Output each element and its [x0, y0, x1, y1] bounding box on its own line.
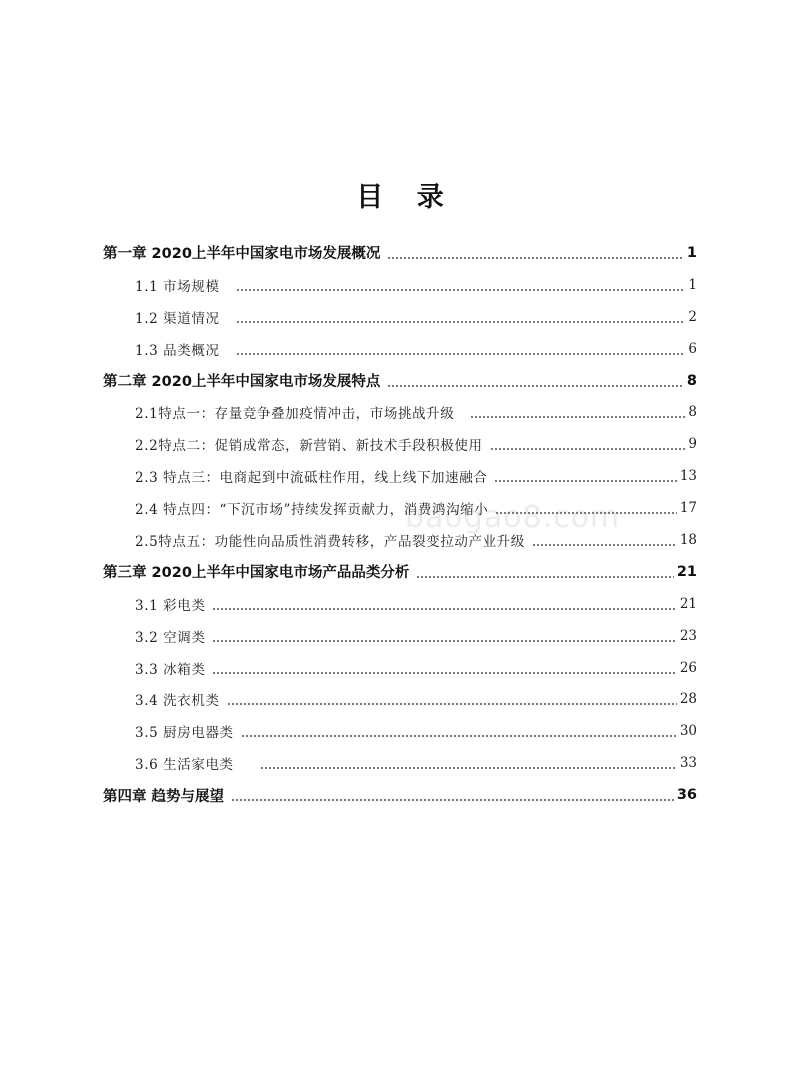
dot-leader	[212, 639, 676, 643]
toc-entry-label: 3.6 生活家电类	[135, 757, 234, 774]
dot-leader	[387, 256, 684, 260]
toc-entry-page: 2	[688, 308, 697, 325]
toc-entry-section-1-3	[103, 333, 697, 365]
toc-entry-page: 1	[688, 276, 697, 293]
dot-leader	[495, 511, 676, 515]
toc-entry-section-2-3	[103, 460, 697, 492]
toc-entry-section-2-2	[103, 428, 697, 460]
dot-leader	[212, 607, 676, 611]
dot-leader	[416, 575, 673, 579]
toc-entry-page: 6	[688, 340, 697, 357]
toc-entry-label: 1.2 渠道情况	[135, 310, 220, 327]
toc-entry-label: 3.4 洗衣机类	[135, 693, 220, 710]
toc-entry-label: 2.2特点二：促销成常态，新营销、新技术手段积极使用	[135, 438, 483, 455]
toc-entry-label: 2.5特点五：功能性向品质性消费转移，产品裂变拉动产业升级	[135, 533, 525, 550]
toc-entry-section-2-5	[103, 524, 697, 556]
toc-entry-section-2-4	[103, 492, 697, 524]
toc-entry-label: 3.5 厨房电器类	[135, 725, 234, 742]
dot-leader	[532, 543, 677, 547]
toc-entry-page: 21	[676, 563, 697, 580]
dot-leader	[494, 479, 676, 483]
toc-entry-label: 第三章 2020上半年中国家电市场产品品类分析	[103, 565, 410, 582]
dot-leader	[241, 734, 677, 738]
dot-leader	[387, 384, 684, 388]
toc-entry-label: 第四章 趋势与展望	[103, 788, 225, 805]
dot-leader	[231, 798, 674, 802]
toc-entry-label: 第二章 2020上半年中国家电市场发展特点	[103, 374, 381, 390]
toc-entry-page: 21	[679, 595, 697, 612]
toc-entry-page: 17	[679, 500, 697, 517]
toc-entry-label: 第一章 2020上半年中国家电市场发展概况	[103, 246, 381, 263]
toc-entry-page: 9	[688, 436, 697, 453]
toc-entry-label: 1.1 市场规模	[135, 278, 220, 295]
toc-entry-page: 33	[679, 755, 697, 772]
toc-entry-page: 30	[679, 723, 697, 740]
table-of-contents	[103, 237, 697, 811]
toc-entry-page: 26	[679, 659, 697, 676]
dot-leader	[212, 671, 676, 675]
toc-entry-section-3-2	[103, 620, 697, 652]
toc-entry-section-3-3	[103, 652, 697, 684]
toc-entry-chapter-2	[103, 365, 697, 397]
toc-entry-page: 28	[679, 691, 697, 708]
toc-entry-page: 18	[679, 531, 697, 548]
toc-entry-chapter-4	[103, 779, 697, 811]
toc-entry-label: 2.1特点一：存量竞争叠加疫情冲击，市场挑战升级	[135, 406, 455, 423]
toc-entry-label: 3.3 冰箱类	[135, 661, 206, 678]
toc-entry-label: 1.3 品类概况	[135, 342, 220, 359]
toc-entry-label: 3.1 彩电类	[135, 597, 206, 614]
toc-entry-page: 1	[686, 244, 697, 261]
watermark: baogao8.com	[405, 500, 621, 535]
toc-entry-section-3-4	[103, 683, 697, 715]
toc-entry-label: 3.2 空调类	[135, 629, 206, 646]
dot-leader	[236, 320, 686, 324]
toc-entry-label: 2.3 特点三：电商起到中流砥柱作用，线上线下加速融合	[135, 470, 488, 487]
toc-entry-section-3-6	[103, 747, 697, 779]
dot-leader	[227, 702, 677, 706]
toc-entry-page: 8	[686, 372, 697, 389]
dot-leader	[260, 766, 677, 770]
toc-entry-page: 8	[688, 404, 697, 421]
page-title: 目 录	[356, 182, 444, 213]
dot-leader	[236, 288, 686, 292]
dot-leader	[236, 352, 686, 356]
toc-entry-section-2-1	[103, 396, 697, 428]
toc-entry-chapter-1	[103, 237, 697, 269]
toc-entry-section-3-1	[103, 588, 697, 620]
toc-entry-section-3-5	[103, 715, 697, 747]
toc-entry-page: 23	[679, 627, 697, 644]
toc-entry-section-1-1	[103, 269, 697, 301]
dot-leader	[470, 415, 685, 419]
toc-entry-label: 2.4 特点四：“下沉市场”持续发挥贡献力，消费鸿沟缩小	[135, 502, 489, 519]
toc-entry-page: 13	[679, 468, 697, 485]
toc-entry-chapter-3	[103, 556, 697, 588]
toc-entry-page: 36	[676, 787, 697, 804]
dot-leader	[490, 447, 686, 451]
toc-entry-section-1-2	[103, 301, 697, 333]
